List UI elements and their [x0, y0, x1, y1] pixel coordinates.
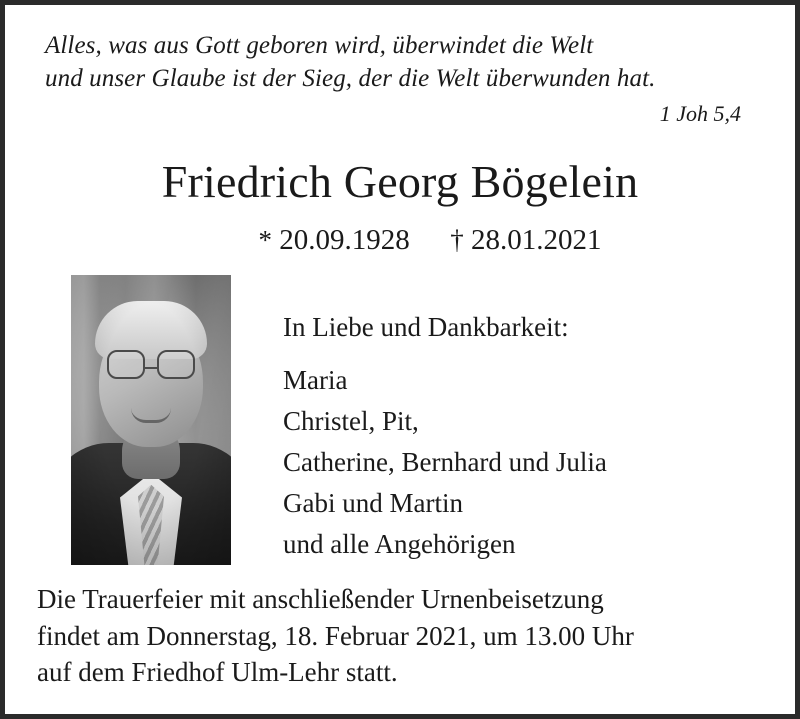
death-cross-symbol: †: [450, 224, 464, 255]
portrait-photo: [71, 275, 231, 565]
photo-vignette: [71, 275, 231, 565]
service-line-2: findet am Donnerstag, 18. Februar 2021, um 13.00 Uhr: [37, 620, 634, 651]
portrait-and-family: [31, 271, 769, 565]
verse-reference: 1 Joh 5,4: [659, 101, 741, 126]
life-dates: [91, 224, 769, 257]
family-member: Catherine, Bernhard und Julia: [283, 446, 607, 477]
verse-line-2: und unser Glaube ist der Sieg, der die Welt überwunden hat.: [45, 65, 656, 92]
portrait-container: [71, 275, 243, 565]
family-block: [283, 307, 769, 565]
scripture-verse: [45, 29, 769, 95]
family-member: Gabi und Martin: [283, 487, 463, 518]
birth-symbol: *: [258, 224, 272, 255]
family-member: und alle Angehörigen: [283, 528, 516, 559]
service-line-3: auf dem Friedhof Ulm-Lehr statt.: [37, 657, 398, 688]
family-member: Maria: [283, 364, 348, 395]
birth-date: 20.09.1928: [279, 223, 410, 256]
verse-line-1: Alles, was aus Gott geboren wird, überwindet die Welt: [45, 32, 594, 59]
family-member: Christel, Pit,: [283, 405, 419, 436]
family-heading: In Liebe und Dankbarkeit:: [283, 311, 569, 342]
death-date: 28.01.2021: [471, 223, 602, 256]
deceased-name: Friedrich Georg Bögelein: [161, 156, 639, 207]
funeral-service-details: [37, 581, 769, 691]
service-line-1: Die Trauerfeier mit anschließender Urnenbeisetzung: [37, 583, 604, 614]
